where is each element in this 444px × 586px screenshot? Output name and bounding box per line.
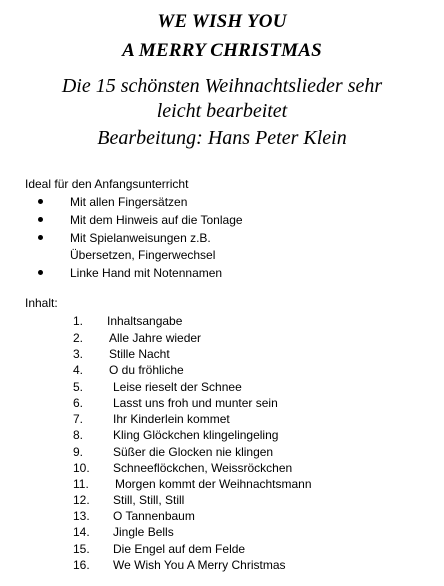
toc-title: We Wish You A Merry Christmas	[113, 558, 286, 572]
toc-title: Kling Glöckchen klingelingeling	[113, 428, 279, 442]
toc-title: O Tannenbaum	[113, 509, 195, 523]
toc-title: Alle Jahre wieder	[109, 331, 202, 345]
toc-number: 7.	[73, 412, 84, 426]
bullet-text: Mit dem Hinweis auf die Tonlage	[70, 213, 243, 227]
toc-number: 1.	[73, 314, 84, 328]
toc-title: Leise rieselt der Schnee	[113, 380, 242, 394]
toc-number: 10.	[73, 461, 90, 475]
toc-title: Morgen kommt der Weihnachtsmann	[115, 477, 312, 491]
toc-number: 2.	[73, 331, 84, 345]
toc-number: 11.	[73, 477, 89, 491]
arranger-line: Bearbeitung: Hans Peter Klein	[97, 127, 347, 149]
toc-number: 5.	[73, 380, 84, 394]
intro-heading: Ideal für den Anfangsunterricht	[25, 177, 189, 191]
toc-title: Stille Nacht	[109, 347, 170, 361]
toc-number: 16.	[73, 558, 90, 572]
toc-number: 12.	[73, 493, 90, 507]
toc-title: Schneeflöckchen, Weissröckchen	[113, 461, 293, 475]
bullet-text: Mit Spielanweisungen z.B. Übersetzen, Fingerwechsel	[70, 231, 216, 262]
toc-number: 13.	[73, 509, 90, 523]
toc-title: Inhaltsangabe	[107, 314, 183, 328]
toc-title: Ihr Kinderlein kommet	[113, 412, 230, 426]
toc-title: O du fröhliche	[109, 363, 184, 377]
toc-number: 8.	[73, 428, 84, 442]
bullet-dot	[38, 199, 43, 204]
toc-title: Die Engel auf dem Felde	[113, 542, 246, 556]
bullet-dot	[38, 217, 43, 222]
subtitle-line-1: Die 15 schönsten Weihnachtslieder sehr	[61, 75, 383, 97]
title-line-2: A MERRY CHRISTMAS	[122, 40, 322, 61]
toc-title: Lasst uns froh und munter sein	[113, 396, 278, 410]
subtitle-line-2: leicht bearbeitet	[156, 100, 288, 122]
toc-number: 14.	[73, 525, 90, 539]
toc-number: 3.	[73, 347, 84, 361]
title-line-1: WE WISH YOU	[157, 11, 287, 32]
toc-title: Süßer die Glocken nie klingen	[113, 445, 274, 459]
toc-number: 4.	[73, 363, 84, 377]
bullet-text: Mit allen Fingersätzen	[70, 195, 188, 209]
toc-title: Jingle Bells	[113, 525, 174, 539]
bullet-text: Linke Hand mit Notennamen	[70, 266, 223, 280]
toc-number: 9.	[73, 445, 84, 459]
toc-title: Still, Still, Still	[113, 493, 185, 507]
toc-number: 15.	[73, 542, 90, 556]
bullet-dot	[38, 270, 43, 275]
toc-number: 6.	[73, 396, 84, 410]
bullet-dot	[38, 235, 43, 240]
contents-label: Inhalt:	[25, 296, 58, 310]
